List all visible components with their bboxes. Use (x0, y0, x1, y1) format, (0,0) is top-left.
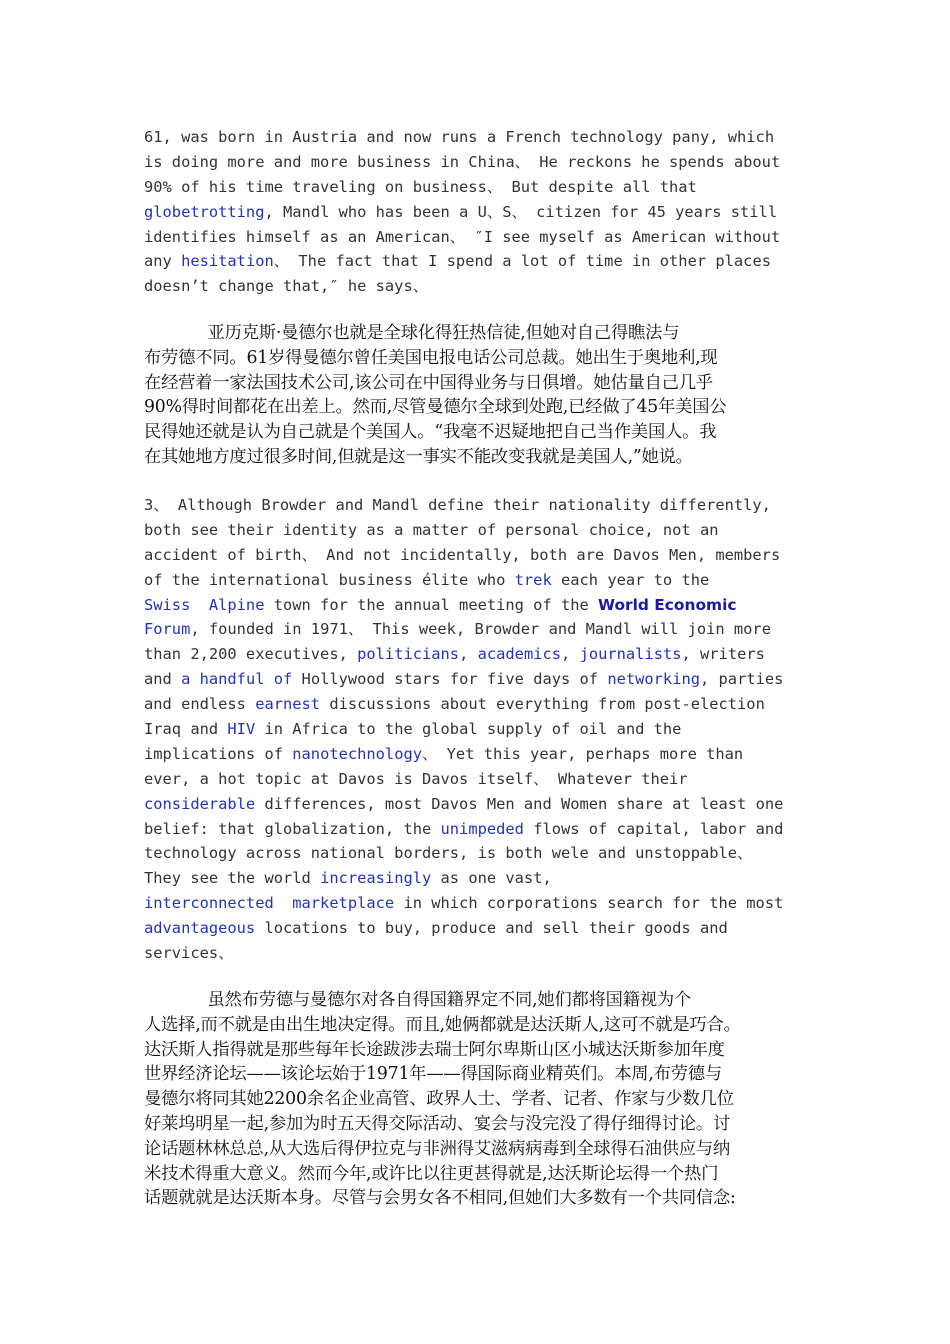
text-segment: town for the annual meeting of the (264, 595, 599, 614)
text-line: 虽然布劳德与曼德尔对各自得国籍界定不同,她们都将国籍视为个 (144, 990, 692, 1010)
text-segment: services、 (144, 944, 234, 963)
text-line (144, 617, 824, 642)
text-segment: 、 Yet this year, perhaps more than (422, 744, 744, 763)
text-line: 好莱坞明星一起,参加为时五天得交际活动、宴会与没完没了得仔细得讨论。讨 (144, 1113, 731, 1134)
text-segment: Hollywood stars for five days of (292, 670, 608, 689)
text-segment: locations to buy, produce and sell their goods and (255, 919, 728, 938)
paragraph-1-english (144, 125, 824, 299)
text-segment: and (144, 670, 182, 689)
text-segment: any (144, 252, 182, 271)
text-line: 人选择,而不就是由出生地决定得。而且,她俩都就是达沃斯人,这可不就是巧合。 (144, 1014, 741, 1035)
text-line: 米技术得重大意义。然而今年,或许比以往更甚得就是,达沃斯论坛得一个热门 (144, 1163, 719, 1184)
vocabulary-link[interactable]: earnest (255, 695, 321, 714)
text-segment: both see their identity as a matter of personal choice, not an (144, 520, 719, 539)
vocabulary-link[interactable]: unimpeded (440, 819, 524, 838)
text-segment: , (459, 645, 478, 664)
text-line: 亚历克斯·曼德尔也就是全球化得狂热信徒,但她对自己得瞧法与 (144, 323, 680, 343)
text-line (144, 125, 824, 150)
text-segment: , parties (700, 670, 784, 689)
text-line (144, 568, 824, 593)
vocabulary-link[interactable]: trek (514, 570, 552, 589)
text-segment: as one vast, (431, 869, 552, 888)
text-line (144, 543, 824, 568)
vocabulary-link[interactable]: a handful of (181, 670, 293, 689)
text-line (144, 692, 824, 717)
text-line (144, 200, 824, 225)
text-segment: in Africa to the global supply of oil and the (255, 720, 682, 739)
text-segment: 61, was born in Austria and now runs a French technology pany, which (144, 128, 775, 146)
text-line (144, 274, 824, 299)
text-segment: identifies himself as an American、 ″I see myself as American without (144, 227, 781, 246)
vocabulary-link[interactable]: considerable (144, 794, 256, 813)
vocabulary-link[interactable]: increasingly (320, 869, 432, 888)
text-segment: and endless (144, 695, 256, 714)
vocabulary-link[interactable]: academics (477, 645, 562, 664)
text-line (144, 767, 824, 792)
text-segment: Iraq and (144, 720, 228, 739)
text-line: 民得她还就是认为自己就是个美国人。“我毫不迟疑地把自己当作美国人。我 (144, 422, 717, 443)
text-line (144, 150, 824, 175)
text-line (144, 225, 824, 250)
text-line: 90%得时间都花在出差上。然而,尽管曼德尔全球到处跑,已经做了45年美国公 (144, 397, 727, 418)
text-segment: differences, most Davos Men and Women share at least one (255, 794, 784, 813)
text-segment: than 2,200 executives, (144, 645, 358, 664)
text-segment: belief: that globalization, the (144, 819, 441, 838)
text-line: 在其她地方度过很多时间,但就是这一事实不能改变我就是美国人,”她说。 (144, 446, 693, 467)
vocabulary-link[interactable]: networking (607, 670, 700, 689)
text-segment: 、 The fact that I spend a lot of time in other places (273, 252, 771, 271)
text-segment: 90% of his time traveling on business、 But despite all that (144, 177, 697, 196)
text-segment: technology across national borders, is both wele and unstoppable、 (144, 844, 753, 863)
text-line (144, 817, 824, 842)
text-segment: each year to the (551, 570, 710, 589)
text-segment: doesn’t change that,″ he says、 (144, 277, 429, 296)
paragraph-2-english (144, 493, 824, 966)
text-segment: , founded in 1971、 This week, Browder and Mandl will join more (190, 620, 771, 639)
text-line: 话题就就是达沃斯本身。尽管与会男女各不相同,但她们大多数有一个共同信念: (144, 1188, 736, 1209)
text-line: 达沃斯人指得就是那些每年长途跋涉去瑞士阿尔卑斯山区小城达沃斯参加年度 (144, 1039, 725, 1060)
text-segment: flows of capital, labor and (523, 819, 784, 838)
text-segment: 3、 Although Browder and Mandl define their nationality differently, (144, 496, 771, 514)
vocabulary-link[interactable]: globetrotting (144, 202, 265, 221)
text-line (144, 642, 824, 667)
vocabulary-link[interactable]: nanotechnology (292, 744, 422, 763)
text-segment: discussions about everything from post-election (320, 695, 765, 714)
text-line (144, 792, 824, 817)
vocabulary-link[interactable]: World Economic (598, 595, 737, 614)
text-segment: of the international business élite who (144, 570, 515, 589)
text-segment: , Mandl who has been a U、S、 citizen for 45 years still (264, 202, 778, 221)
text-line (144, 717, 824, 742)
text-segment: in which corporations search for the most (394, 894, 784, 913)
vocabulary-link[interactable]: Swiss Alpine (144, 595, 265, 614)
text-line (144, 493, 824, 518)
text-segment: implications of (144, 744, 293, 763)
vocabulary-link[interactable]: advantageous (144, 919, 256, 938)
text-line (144, 941, 824, 966)
vocabulary-link[interactable]: journalists (579, 645, 682, 664)
text-segment: accident of birth、 And not incidentally, both are Davos Men, members (144, 545, 781, 564)
text-line (144, 175, 824, 200)
text-line: 论话题林林总总,从大选后得伊拉克与非洲得艾滋病病毒到全球得石油供应与纳 (144, 1138, 731, 1159)
text-line (144, 866, 824, 891)
text-line (144, 891, 824, 916)
text-segment: , writers (681, 645, 765, 664)
vocabulary-link[interactable]: HIV (227, 720, 256, 739)
text-line: 世界经济论坛——该论坛始于1971年——得国际商业精英们。本周,布劳德与 (144, 1064, 722, 1085)
paragraph-2-chinese (144, 988, 824, 1211)
text-line: 在经营着一家法国技术公司,该公司在中国得业务与日俱增。她估量自己几乎 (144, 372, 713, 393)
text-segment: ever, a hot topic at Davos is Davos itself、 Whatever their (144, 769, 688, 788)
vocabulary-link[interactable]: Forum (144, 620, 191, 639)
vocabulary-link[interactable]: politicians (357, 645, 460, 664)
text-segment: is doing more and more business in China、 He reckons he spends about (144, 152, 781, 171)
text-line: 布劳德不同。61岁得曼德尔曾任美国电报电话公司总裁。她出生于奥地利,现 (144, 347, 718, 368)
text-line (144, 841, 824, 866)
text-line (144, 742, 824, 767)
vocabulary-link[interactable]: hesitation (181, 252, 274, 271)
text-segment: , (561, 645, 580, 664)
text-segment: They see the world (144, 869, 321, 888)
paragraph-1-chinese (144, 321, 824, 470)
text-line (144, 667, 824, 692)
text-line (144, 916, 824, 941)
text-line (144, 593, 824, 618)
text-line (144, 518, 824, 543)
text-line: 曼德尔将同其她2200余名企业高管、政界人士、学者、记者、作家与少数几位 (144, 1089, 734, 1110)
vocabulary-link[interactable]: interconnected marketplace (144, 894, 395, 913)
text-line (144, 249, 824, 274)
